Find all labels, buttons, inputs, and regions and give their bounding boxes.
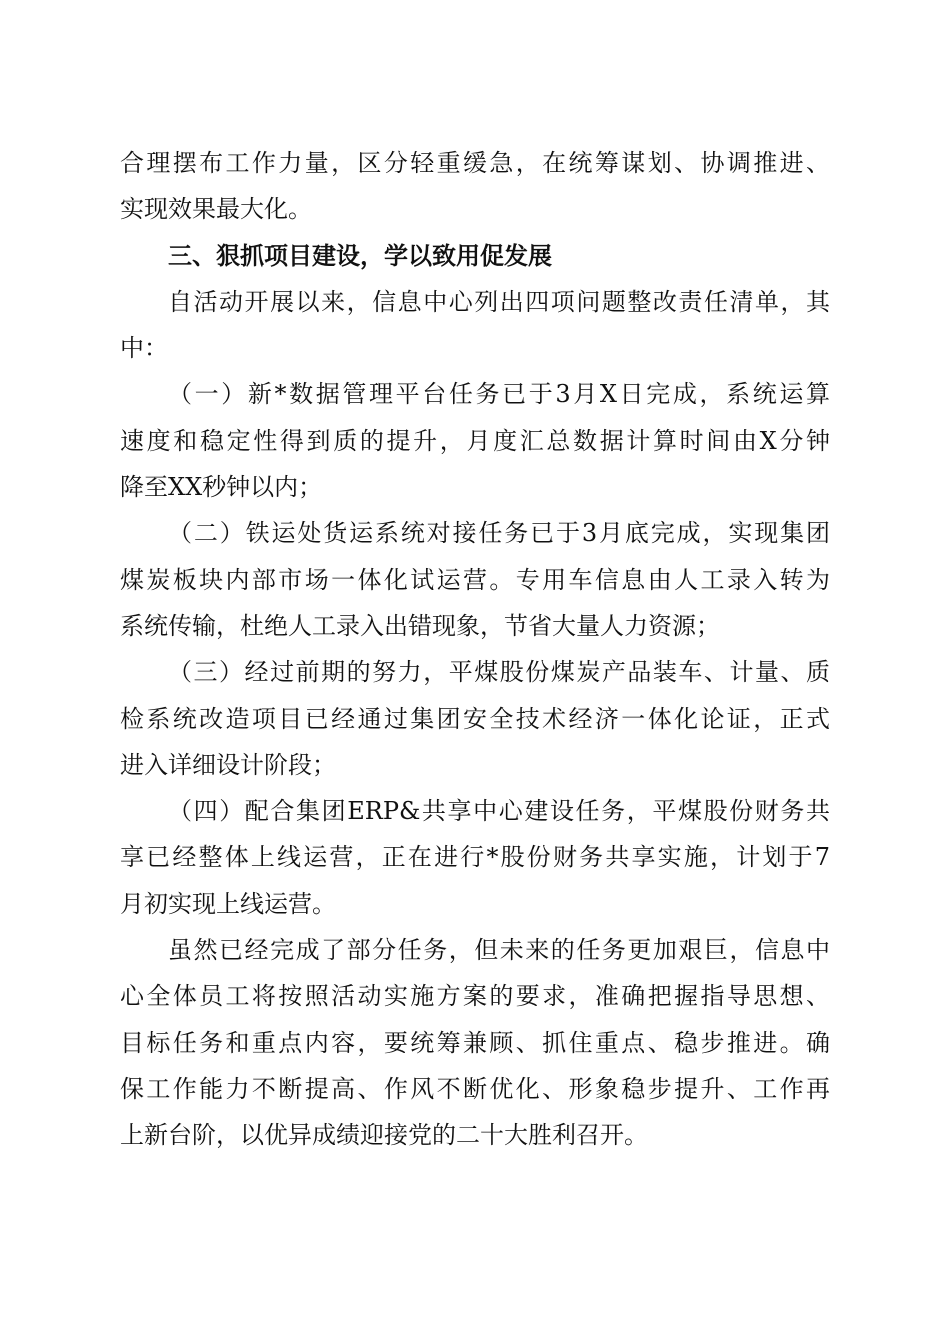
list-item-4	[120, 788, 830, 927]
text-line: 降至XX秒钟以内；	[120, 473, 323, 502]
text-line: 享已经整体上线运营，正在进行*股份财务共享实施，计划于7	[120, 843, 830, 872]
text-line: （四）配合集团ERP&共享中心建设任务，平煤股份财务共	[168, 797, 830, 826]
text-line: 速度和稳定性得到质的提升，月度汇总数据计算时间由X分钟	[120, 426, 830, 455]
text-line: 目标任务和重点内容，要统筹兼顾、抓住重点、稳步推进。确	[120, 1028, 830, 1057]
list-item-1	[120, 371, 830, 510]
text-line: （三）经过前期的努力，平煤股份煤炭产品装车、计量、质	[168, 658, 830, 687]
text-line: 保工作能力不断提高、作风不断优化、形象稳步提升、工作再	[120, 1074, 830, 1103]
text-line: 进入详细设计阶段；	[120, 750, 336, 779]
list-item-2	[120, 510, 830, 649]
text-line: 实现效果最大化。	[120, 195, 312, 224]
text-line: （二）铁运处货运系统对接任务已于3月底完成，实现集团	[168, 519, 830, 548]
text-line: 煤炭板块内部市场一体化试运营。专用车信息由人工录入转为	[120, 565, 830, 594]
list-item-3	[120, 649, 830, 788]
text-line: 心全体员工将按照活动实施方案的要求，准确把握指导思想、	[120, 982, 830, 1011]
text-line: 自活动开展以来，信息中心列出四项问题整改责任清单，其	[168, 287, 830, 316]
section-intro-paragraph	[120, 279, 830, 372]
text-line: （一）新*数据管理平台任务已于3月X日完成，系统运算	[168, 380, 830, 409]
text-line: 检系统改造项目已经通过集团安全技术经济一体化论证，正式	[120, 704, 830, 733]
document-body	[120, 140, 830, 1159]
section-heading: 三、狠抓项目建设，学以致用促发展	[168, 241, 552, 270]
text-line: 系统传输，杜绝人工录入出错现象，节省大量人力资源；	[120, 611, 720, 640]
text-line: 中：	[120, 334, 168, 363]
text-line: 合理摆布工作力量，区分轻重缓急，在统筹谋划、协调推进、	[120, 149, 830, 177]
intro-paragraph-continuation	[120, 140, 830, 233]
conclusion-paragraph	[120, 927, 830, 1158]
text-line: 虽然已经完成了部分任务，但未来的任务更加艰巨，信息中	[168, 936, 830, 965]
text-line: 上新台阶，以优异成绩迎接党的二十大胜利召开。	[120, 1121, 648, 1150]
text-line: 月初实现上线运营。	[120, 889, 336, 918]
